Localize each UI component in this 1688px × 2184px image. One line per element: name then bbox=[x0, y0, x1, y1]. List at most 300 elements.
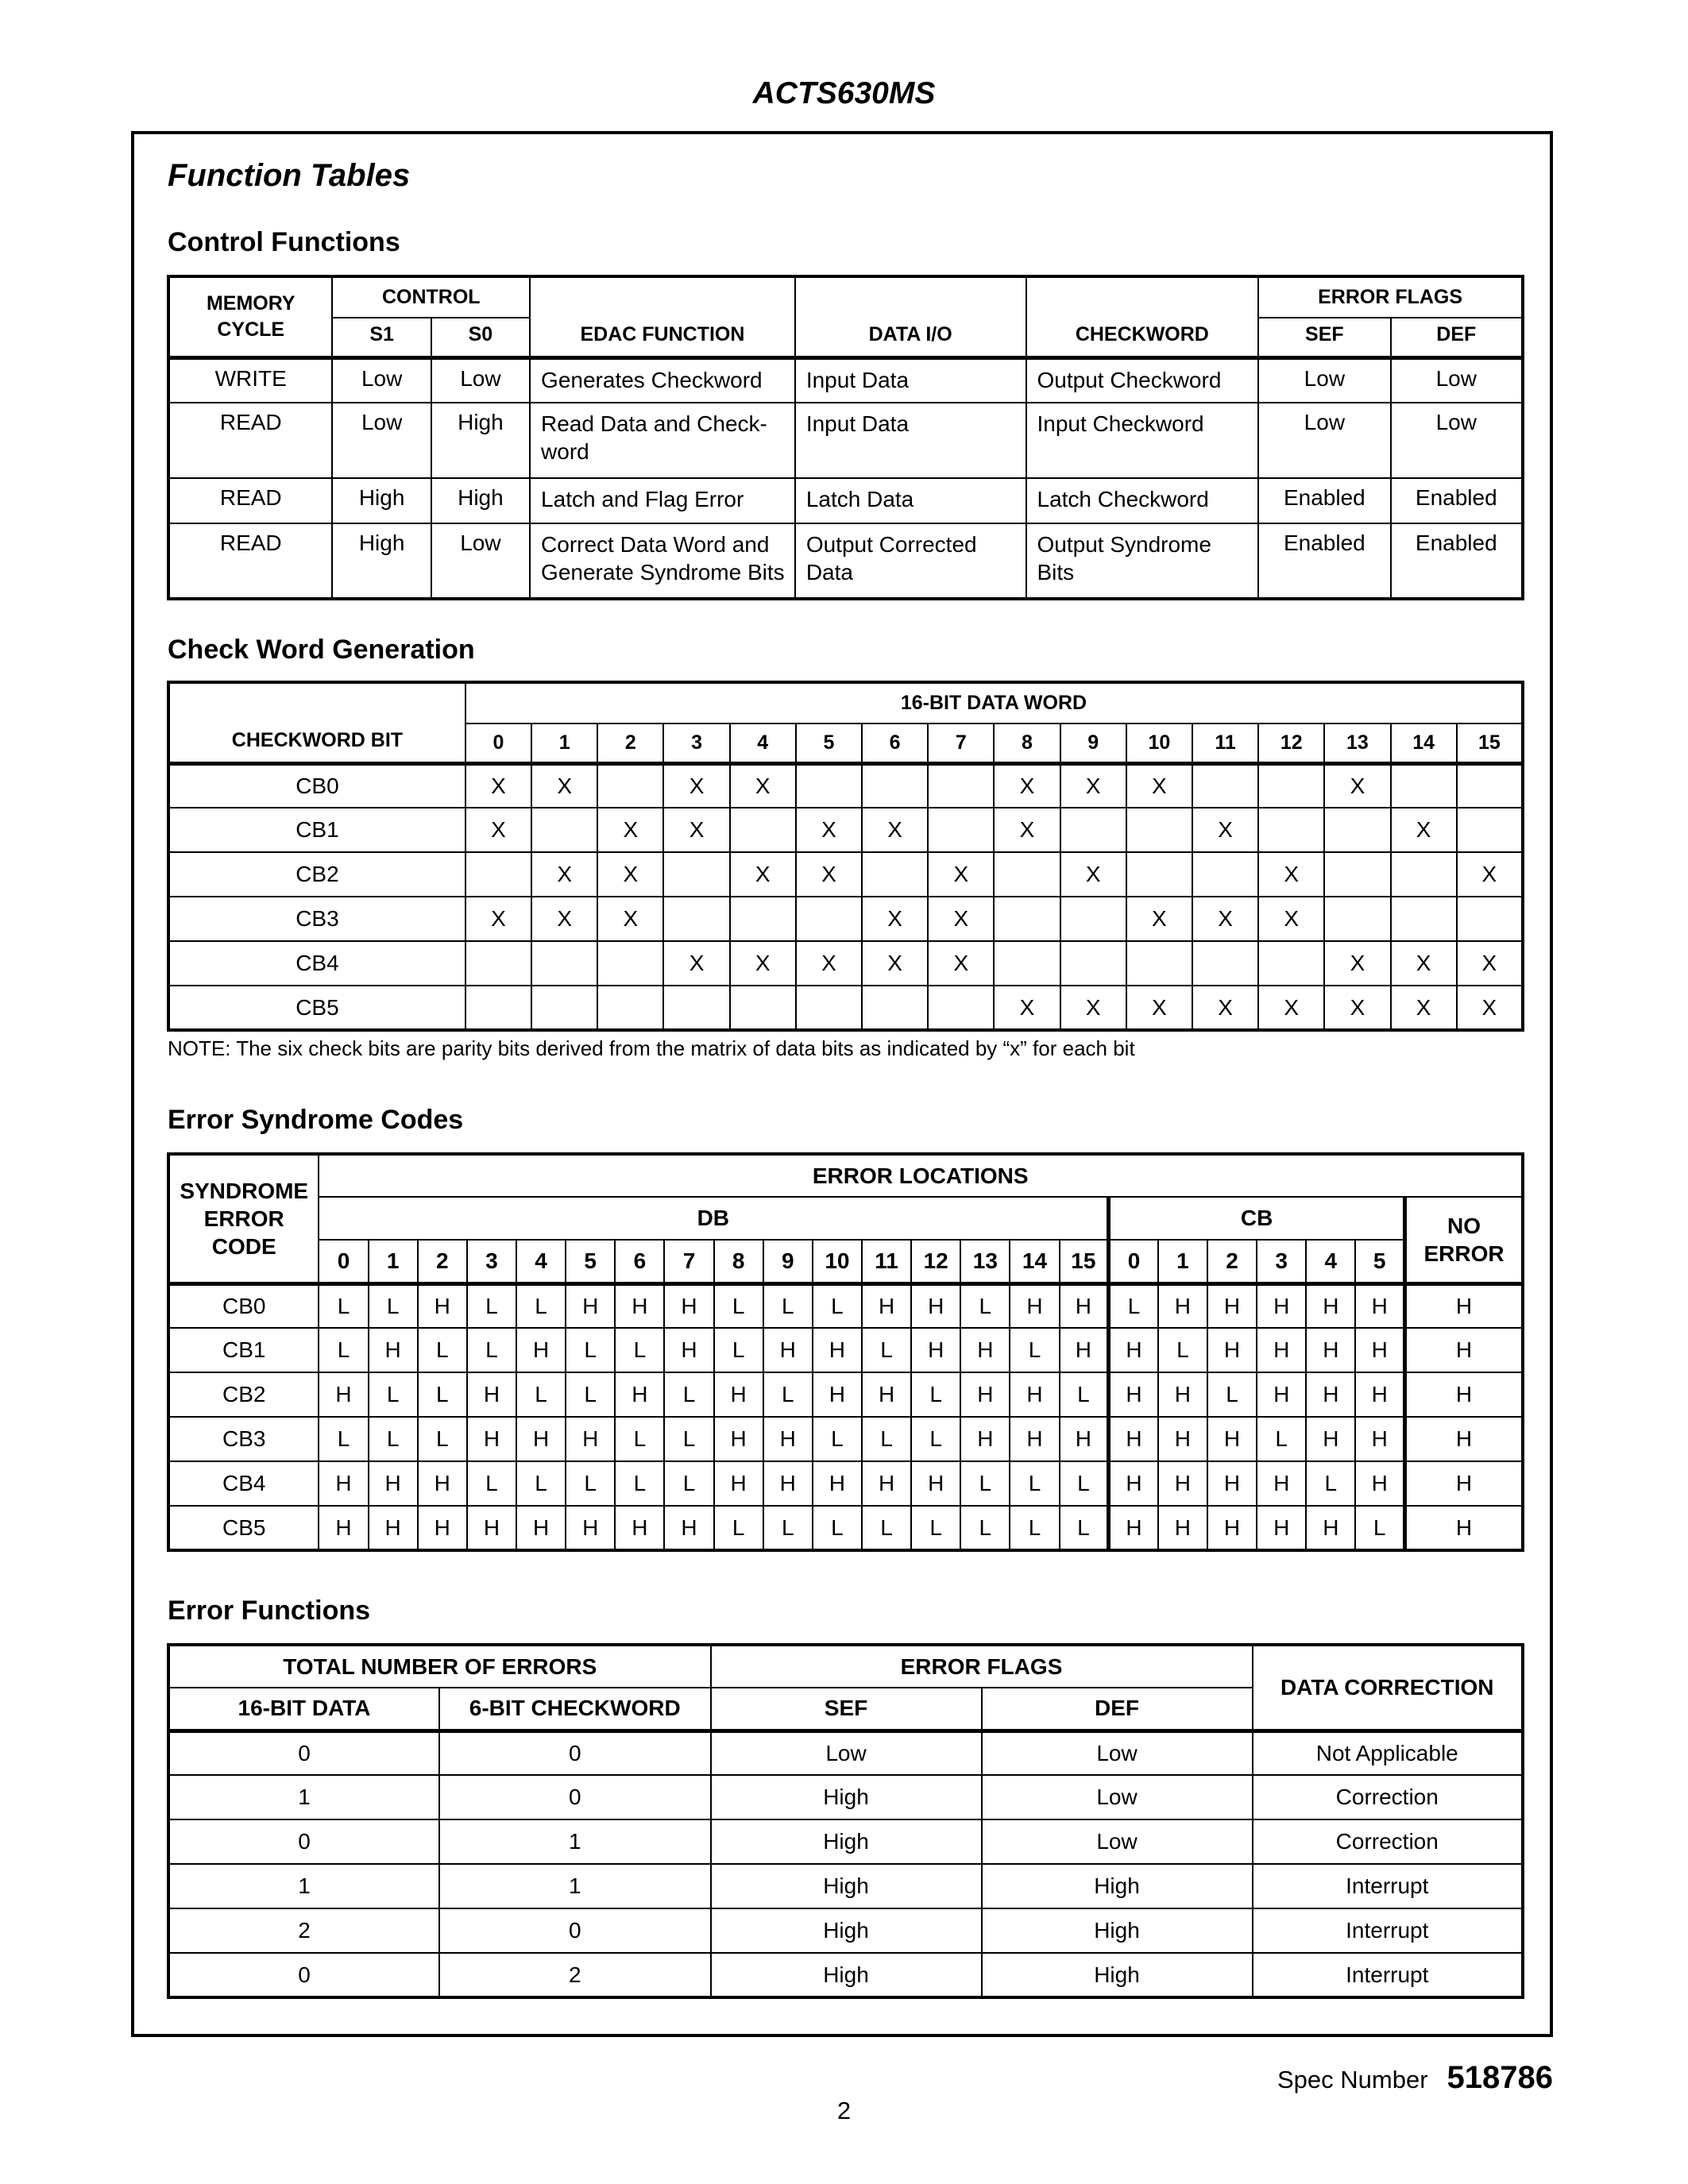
syndrome-cell: L bbox=[467, 1328, 516, 1372]
data-bit-header: 5 bbox=[796, 723, 862, 763]
table-row bbox=[168, 1417, 1523, 1461]
table-row bbox=[168, 1819, 1523, 1864]
syndrome-cell: H bbox=[1257, 1372, 1306, 1417]
syndrome-cell: H bbox=[862, 1283, 911, 1328]
parity-cell bbox=[531, 808, 597, 852]
syndrome-cell: H bbox=[960, 1372, 1010, 1417]
table-row bbox=[168, 852, 1523, 897]
syndrome-cell: H bbox=[516, 1417, 566, 1461]
error-functions-title: Error Functions bbox=[168, 1596, 371, 1626]
db-bit-header: 9 bbox=[763, 1240, 813, 1283]
data-correction-cell: Correction bbox=[1253, 1819, 1524, 1864]
syndrome-cell: H bbox=[664, 1283, 713, 1328]
syndrome-cell: L bbox=[566, 1328, 615, 1372]
ef-sef-cell: High bbox=[711, 1953, 982, 1997]
parity-cell: X bbox=[1126, 763, 1192, 808]
ef-def-header: DEF bbox=[982, 1688, 1253, 1731]
data-bit-header: 2 bbox=[597, 723, 663, 763]
table-row bbox=[168, 986, 1523, 1030]
syndrome-cell: H bbox=[714, 1461, 763, 1506]
syndrome-cell: L bbox=[418, 1372, 467, 1417]
checkword-cell: Output Checkword bbox=[1026, 357, 1259, 403]
table-row bbox=[168, 808, 1523, 852]
parity-cell bbox=[1324, 852, 1390, 897]
syndrome-cell: H bbox=[1010, 1372, 1059, 1417]
syndrome-cell: H bbox=[1306, 1372, 1355, 1417]
error-syndrome-codes-body bbox=[168, 1283, 1523, 1550]
def-cell: Enabled bbox=[1391, 478, 1523, 523]
syndrome-cell: L bbox=[664, 1461, 713, 1506]
syndrome-cell: H bbox=[1355, 1461, 1404, 1506]
syndrome-cell: H bbox=[1207, 1461, 1257, 1506]
table-row bbox=[168, 1864, 1523, 1908]
data-bit-header: 11 bbox=[1192, 723, 1258, 763]
parity-cell bbox=[1060, 897, 1126, 941]
s1-cell: Low bbox=[332, 357, 431, 403]
parity-cell bbox=[1192, 941, 1258, 986]
syndrome-cell: L bbox=[763, 1506, 813, 1550]
syndrome-cell: H bbox=[615, 1283, 664, 1328]
table-row bbox=[168, 1731, 1523, 1775]
syndrome-cell: L bbox=[516, 1283, 566, 1328]
parity-cell bbox=[1126, 941, 1192, 986]
data-bit-header: 12 bbox=[1258, 723, 1324, 763]
data-word-header: 16-BIT DATA WORD bbox=[465, 682, 1523, 723]
syndrome-cell: H bbox=[369, 1328, 418, 1372]
syndrome-cell: H bbox=[1257, 1328, 1306, 1372]
syndrome-cell: H bbox=[813, 1328, 862, 1372]
cb-bit-header: 0 bbox=[1109, 1240, 1158, 1283]
parity-cell bbox=[994, 897, 1060, 941]
s1-header: S1 bbox=[332, 318, 431, 357]
parity-cell: X bbox=[1192, 808, 1258, 852]
db-header: DB bbox=[319, 1197, 1108, 1240]
parity-cell bbox=[1126, 852, 1192, 897]
table-row bbox=[168, 1506, 1523, 1550]
syndrome-cell: H bbox=[1158, 1283, 1207, 1328]
data16-errors-cell: 1 bbox=[168, 1775, 439, 1819]
data-correction-cell: Interrupt bbox=[1253, 1953, 1524, 1997]
syndrome-code-label: CB3 bbox=[168, 1417, 319, 1461]
parity-cell: X bbox=[730, 763, 796, 808]
edac-function-cell: Correct Data Word and Generate Syndrome Bits bbox=[530, 523, 795, 599]
def-header: DEF bbox=[1391, 318, 1523, 357]
db-bit-header: 11 bbox=[862, 1240, 911, 1283]
syndrome-cell: H bbox=[1306, 1417, 1355, 1461]
parity-cell bbox=[597, 941, 663, 986]
parity-cell bbox=[862, 763, 928, 808]
db-bit-header: 15 bbox=[1060, 1240, 1109, 1283]
check-bits-note: NOTE: The six check bits are parity bits derived from the matrix of data bits as indicated by “x” for each bit bbox=[168, 1036, 1135, 1060]
parity-cell: X bbox=[1126, 986, 1192, 1030]
data-bit-header: 10 bbox=[1126, 723, 1192, 763]
parity-cell bbox=[1192, 763, 1258, 808]
syndrome-cell: L bbox=[1109, 1283, 1158, 1328]
parity-cell: X bbox=[1258, 986, 1324, 1030]
syndrome-cell: H bbox=[1355, 1372, 1404, 1417]
document-title: ACTS630MS bbox=[752, 76, 936, 110]
syndrome-cell: H bbox=[763, 1328, 813, 1372]
data-bit-header: 14 bbox=[1391, 723, 1457, 763]
error-flags-header: ERROR FLAGS bbox=[1258, 276, 1523, 318]
syndrome-cell: L bbox=[664, 1417, 713, 1461]
db-bit-header: 10 bbox=[813, 1240, 862, 1283]
syndrome-cell: H bbox=[714, 1372, 763, 1417]
cb-bit-header: 2 bbox=[1207, 1240, 1257, 1283]
ef-sef-cell: High bbox=[711, 1908, 982, 1953]
parity-cell: X bbox=[994, 986, 1060, 1030]
ef-sef-cell: High bbox=[711, 1819, 982, 1864]
syndrome-cell: H bbox=[763, 1417, 813, 1461]
parity-cell: X bbox=[1391, 808, 1457, 852]
table-row bbox=[168, 1372, 1523, 1417]
edac-function-header: EDAC FUNCTION bbox=[530, 276, 795, 357]
syndrome-cell: H bbox=[1060, 1283, 1109, 1328]
parity-cell: X bbox=[1126, 897, 1192, 941]
syndrome-cell: L bbox=[319, 1283, 368, 1328]
error-functions-table bbox=[167, 1643, 1524, 1999]
syndrome-cell: H bbox=[911, 1283, 960, 1328]
sef-cell: Enabled bbox=[1258, 523, 1390, 599]
syndrome-cell: H bbox=[862, 1461, 911, 1506]
table-row bbox=[168, 897, 1523, 941]
syndrome-cell: H bbox=[467, 1417, 516, 1461]
parity-cell: X bbox=[994, 808, 1060, 852]
data-io-cell: Input Data bbox=[795, 357, 1026, 403]
syndrome-cell: H bbox=[516, 1506, 566, 1550]
syndrome-cell: H bbox=[418, 1506, 467, 1550]
syndrome-cell: H bbox=[369, 1461, 418, 1506]
syndrome-cell: H bbox=[763, 1461, 813, 1506]
data-correction-cell: Interrupt bbox=[1253, 1908, 1524, 1953]
syndrome-cell: H bbox=[566, 1506, 615, 1550]
syndrome-error-code-header: SYNDROME ERROR CODE bbox=[168, 1154, 319, 1283]
syndrome-cell: H bbox=[1109, 1461, 1158, 1506]
parity-cell: X bbox=[1457, 986, 1523, 1030]
db-bit-header: 0 bbox=[319, 1240, 368, 1283]
syndrome-cell: H bbox=[862, 1372, 911, 1417]
sef-cell: Low bbox=[1258, 403, 1390, 478]
check-word-generation-title: Check Word Generation bbox=[168, 635, 475, 665]
parity-cell bbox=[928, 808, 994, 852]
parity-cell: X bbox=[1060, 852, 1126, 897]
parity-cell: X bbox=[663, 808, 729, 852]
syndrome-cell: L bbox=[911, 1372, 960, 1417]
parity-cell: X bbox=[597, 808, 663, 852]
check6-header: 6-BIT CHECKWORD bbox=[439, 1688, 710, 1731]
data16-errors-cell: 2 bbox=[168, 1908, 439, 1953]
table-row bbox=[168, 763, 1523, 808]
syndrome-cell: H bbox=[1405, 1283, 1523, 1328]
parity-cell: X bbox=[663, 941, 729, 986]
syndrome-cell: H bbox=[1010, 1417, 1059, 1461]
page-number: 2 bbox=[836, 2097, 852, 2124]
syndrome-cell: H bbox=[516, 1328, 566, 1372]
syndrome-cell: L bbox=[615, 1461, 664, 1506]
data-correction-cell: Interrupt bbox=[1253, 1864, 1524, 1908]
data-bit-header: 8 bbox=[994, 723, 1060, 763]
def-cell: Low bbox=[1391, 357, 1523, 403]
parity-cell bbox=[465, 941, 531, 986]
s0-cell: High bbox=[431, 403, 530, 478]
checkword-bit-label: CB1 bbox=[168, 808, 465, 852]
checkword-bit-label: CB0 bbox=[168, 763, 465, 808]
syndrome-cell: H bbox=[1158, 1372, 1207, 1417]
checkword-cell: Latch Checkword bbox=[1026, 478, 1259, 523]
memory-cycle-cell: READ bbox=[168, 523, 332, 599]
syndrome-cell: L bbox=[615, 1328, 664, 1372]
table-row bbox=[168, 357, 1523, 403]
parity-cell: X bbox=[1391, 941, 1457, 986]
parity-cell: X bbox=[531, 852, 597, 897]
syndrome-cell: H bbox=[1257, 1506, 1306, 1550]
syndrome-cell: H bbox=[615, 1506, 664, 1550]
syndrome-cell: L bbox=[1207, 1372, 1257, 1417]
parity-cell bbox=[730, 897, 796, 941]
s0-cell: High bbox=[431, 478, 530, 523]
syndrome-cell: L bbox=[1158, 1328, 1207, 1372]
ef-sef-cell: High bbox=[711, 1775, 982, 1819]
memory-cycle-header: MEMORY CYCLE bbox=[168, 276, 332, 357]
parity-cell: X bbox=[994, 763, 1060, 808]
checkword-bit-label: CB4 bbox=[168, 941, 465, 986]
syndrome-cell: L bbox=[911, 1506, 960, 1550]
syndrome-cell: L bbox=[1060, 1461, 1109, 1506]
ef-def-cell: High bbox=[982, 1908, 1253, 1953]
syndrome-cell: L bbox=[763, 1283, 813, 1328]
ef-sef-header: SEF bbox=[711, 1688, 982, 1731]
parity-cell bbox=[1258, 763, 1324, 808]
syndrome-cell: L bbox=[862, 1417, 911, 1461]
check6-errors-cell: 0 bbox=[439, 1908, 710, 1953]
syndrome-cell: H bbox=[467, 1506, 516, 1550]
check6-errors-cell: 0 bbox=[439, 1731, 710, 1775]
s0-header: S0 bbox=[431, 318, 530, 357]
parity-cell bbox=[730, 986, 796, 1030]
data-bit-header: 9 bbox=[1060, 723, 1126, 763]
syndrome-cell: H bbox=[1355, 1328, 1404, 1372]
db-bit-header: 13 bbox=[960, 1240, 1010, 1283]
syndrome-cell: L bbox=[960, 1461, 1010, 1506]
parity-cell: X bbox=[928, 897, 994, 941]
control-functions-title: Control Functions bbox=[168, 227, 400, 257]
parity-cell: X bbox=[862, 808, 928, 852]
parity-cell: X bbox=[928, 852, 994, 897]
syndrome-cell: L bbox=[467, 1461, 516, 1506]
table-row bbox=[168, 1461, 1523, 1506]
syndrome-cell: H bbox=[566, 1283, 615, 1328]
parity-cell bbox=[663, 897, 729, 941]
parity-cell bbox=[531, 941, 597, 986]
syndrome-cell: L bbox=[467, 1283, 516, 1328]
syndrome-cell: H bbox=[1355, 1417, 1404, 1461]
parity-cell: X bbox=[1192, 897, 1258, 941]
db-bit-header: 6 bbox=[615, 1240, 664, 1283]
data16-errors-cell: 0 bbox=[168, 1953, 439, 1997]
syndrome-cell: L bbox=[911, 1417, 960, 1461]
syndrome-cell: L bbox=[369, 1283, 418, 1328]
control-header: CONTROL bbox=[332, 276, 530, 318]
syndrome-cell: L bbox=[369, 1417, 418, 1461]
checkword-cell: Input Checkword bbox=[1026, 403, 1259, 478]
syndrome-cell: H bbox=[960, 1417, 1010, 1461]
ef-def-cell: High bbox=[982, 1864, 1253, 1908]
db-bit-header: 5 bbox=[566, 1240, 615, 1283]
cb-header: CB bbox=[1109, 1197, 1405, 1240]
syndrome-cell: H bbox=[1405, 1328, 1523, 1372]
syndrome-cell: L bbox=[813, 1417, 862, 1461]
syndrome-code-label: CB0 bbox=[168, 1283, 319, 1328]
syndrome-cell: H bbox=[1405, 1417, 1523, 1461]
parity-cell: X bbox=[1457, 941, 1523, 986]
parity-cell: X bbox=[1258, 897, 1324, 941]
syndrome-cell: H bbox=[1306, 1328, 1355, 1372]
syndrome-cell: L bbox=[418, 1417, 467, 1461]
syndrome-cell: H bbox=[1207, 1283, 1257, 1328]
function-tables-frame bbox=[131, 131, 1553, 2037]
data-correction-cell: Not Applicable bbox=[1253, 1731, 1524, 1775]
check-word-generation-table bbox=[167, 681, 1524, 1032]
parity-cell: X bbox=[1060, 986, 1126, 1030]
parity-cell bbox=[994, 852, 1060, 897]
data16-header: 16-BIT DATA bbox=[168, 1688, 439, 1731]
parity-cell bbox=[1060, 941, 1126, 986]
edac-function-cell: Read Data and Check- word bbox=[530, 403, 795, 478]
checkword-bit-header: CHECKWORD BIT bbox=[168, 682, 465, 763]
parity-cell: X bbox=[796, 852, 862, 897]
syndrome-code-label: CB4 bbox=[168, 1461, 319, 1506]
def-cell: Low bbox=[1391, 403, 1523, 478]
data-io-cell: Input Data bbox=[795, 403, 1026, 478]
cb-bit-header: 5 bbox=[1355, 1240, 1404, 1283]
parity-cell bbox=[862, 986, 928, 1030]
syndrome-cell: H bbox=[1109, 1372, 1158, 1417]
parity-cell bbox=[1324, 897, 1390, 941]
syndrome-cell: H bbox=[1257, 1461, 1306, 1506]
parity-cell: X bbox=[1324, 763, 1390, 808]
data-io-cell: Latch Data bbox=[795, 478, 1026, 523]
syndrome-cell: L bbox=[418, 1328, 467, 1372]
parity-cell: X bbox=[1192, 986, 1258, 1030]
parity-cell bbox=[531, 986, 597, 1030]
db-bit-header: 4 bbox=[516, 1240, 566, 1283]
parity-cell: X bbox=[730, 941, 796, 986]
data-bit-header: 6 bbox=[862, 723, 928, 763]
parity-cell: X bbox=[663, 763, 729, 808]
syndrome-cell: L bbox=[566, 1372, 615, 1417]
parity-cell: X bbox=[1457, 852, 1523, 897]
parity-cell: X bbox=[1324, 986, 1390, 1030]
syndrome-cell: L bbox=[714, 1506, 763, 1550]
data-bit-header: 15 bbox=[1457, 723, 1523, 763]
parity-cell: X bbox=[796, 808, 862, 852]
syndrome-cell: H bbox=[1405, 1506, 1523, 1550]
syndrome-cell: H bbox=[1207, 1328, 1257, 1372]
parity-cell bbox=[1457, 897, 1523, 941]
syndrome-cell: H bbox=[615, 1372, 664, 1417]
syndrome-code-label: CB1 bbox=[168, 1328, 319, 1372]
edac-function-cell: Latch and Flag Error bbox=[530, 478, 795, 523]
data16-errors-cell: 1 bbox=[168, 1864, 439, 1908]
parity-cell bbox=[663, 986, 729, 1030]
syndrome-cell: H bbox=[467, 1372, 516, 1417]
syndrome-cell: L bbox=[813, 1283, 862, 1328]
check6-errors-cell: 1 bbox=[439, 1864, 710, 1908]
parity-cell bbox=[928, 763, 994, 808]
data-bit-header: 0 bbox=[465, 723, 531, 763]
syndrome-cell: H bbox=[319, 1372, 368, 1417]
parity-cell bbox=[1391, 897, 1457, 941]
syndrome-code-label: CB5 bbox=[168, 1506, 319, 1550]
parity-cell bbox=[597, 986, 663, 1030]
s1-cell: Low bbox=[332, 403, 431, 478]
parity-cell bbox=[1258, 808, 1324, 852]
parity-cell bbox=[796, 897, 862, 941]
syndrome-cell: H bbox=[714, 1417, 763, 1461]
syndrome-cell: H bbox=[664, 1328, 713, 1372]
error-syndrome-codes-table bbox=[167, 1152, 1524, 1552]
syndrome-cell: L bbox=[566, 1461, 615, 1506]
syndrome-cell: L bbox=[714, 1328, 763, 1372]
syndrome-cell: H bbox=[1405, 1372, 1523, 1417]
syndrome-cell: L bbox=[369, 1372, 418, 1417]
syndrome-cell: L bbox=[319, 1417, 368, 1461]
parity-cell bbox=[1192, 852, 1258, 897]
syndrome-cell: L bbox=[516, 1372, 566, 1417]
ef-def-cell: Low bbox=[982, 1731, 1253, 1775]
syndrome-cell: H bbox=[813, 1461, 862, 1506]
table-row bbox=[168, 1908, 1523, 1953]
ef-error-flags-header: ERROR FLAGS bbox=[711, 1645, 1253, 1688]
ef-def-cell: Low bbox=[982, 1819, 1253, 1864]
db-bit-header: 14 bbox=[1010, 1240, 1059, 1283]
parity-cell bbox=[465, 986, 531, 1030]
checkword-bit-label: CB3 bbox=[168, 897, 465, 941]
parity-cell: X bbox=[1060, 763, 1126, 808]
spec-number-label: Spec Number bbox=[1277, 2066, 1428, 2093]
syndrome-cell: H bbox=[1109, 1328, 1158, 1372]
check-word-generation-body bbox=[168, 763, 1523, 1030]
parity-cell bbox=[1126, 808, 1192, 852]
syndrome-cell: H bbox=[911, 1328, 960, 1372]
syndrome-cell: L bbox=[1060, 1372, 1109, 1417]
syndrome-cell: L bbox=[960, 1506, 1010, 1550]
parity-cell: X bbox=[862, 897, 928, 941]
syndrome-cell: H bbox=[1207, 1417, 1257, 1461]
syndrome-cell: H bbox=[664, 1506, 713, 1550]
parity-cell: X bbox=[1324, 941, 1390, 986]
no-error-header: NO ERROR bbox=[1405, 1197, 1523, 1283]
ef-sef-cell: High bbox=[711, 1864, 982, 1908]
parity-cell bbox=[1457, 763, 1523, 808]
parity-cell bbox=[1060, 808, 1126, 852]
memory-cycle-cell: WRITE bbox=[168, 357, 332, 403]
syndrome-cell: L bbox=[1010, 1328, 1059, 1372]
syndrome-cell: L bbox=[763, 1372, 813, 1417]
syndrome-cell: H bbox=[1355, 1283, 1404, 1328]
syndrome-cell: H bbox=[960, 1328, 1010, 1372]
data-io-header: DATA I/O bbox=[795, 276, 1026, 357]
table-row bbox=[168, 403, 1523, 478]
parity-cell bbox=[730, 808, 796, 852]
parity-cell: X bbox=[1258, 852, 1324, 897]
data-bit-header: 1 bbox=[531, 723, 597, 763]
data-bit-header: 4 bbox=[730, 723, 796, 763]
syndrome-cell: H bbox=[1158, 1461, 1207, 1506]
s0-cell: Low bbox=[431, 523, 530, 599]
syndrome-cell: H bbox=[1405, 1461, 1523, 1506]
sef-cell: Enabled bbox=[1258, 478, 1390, 523]
